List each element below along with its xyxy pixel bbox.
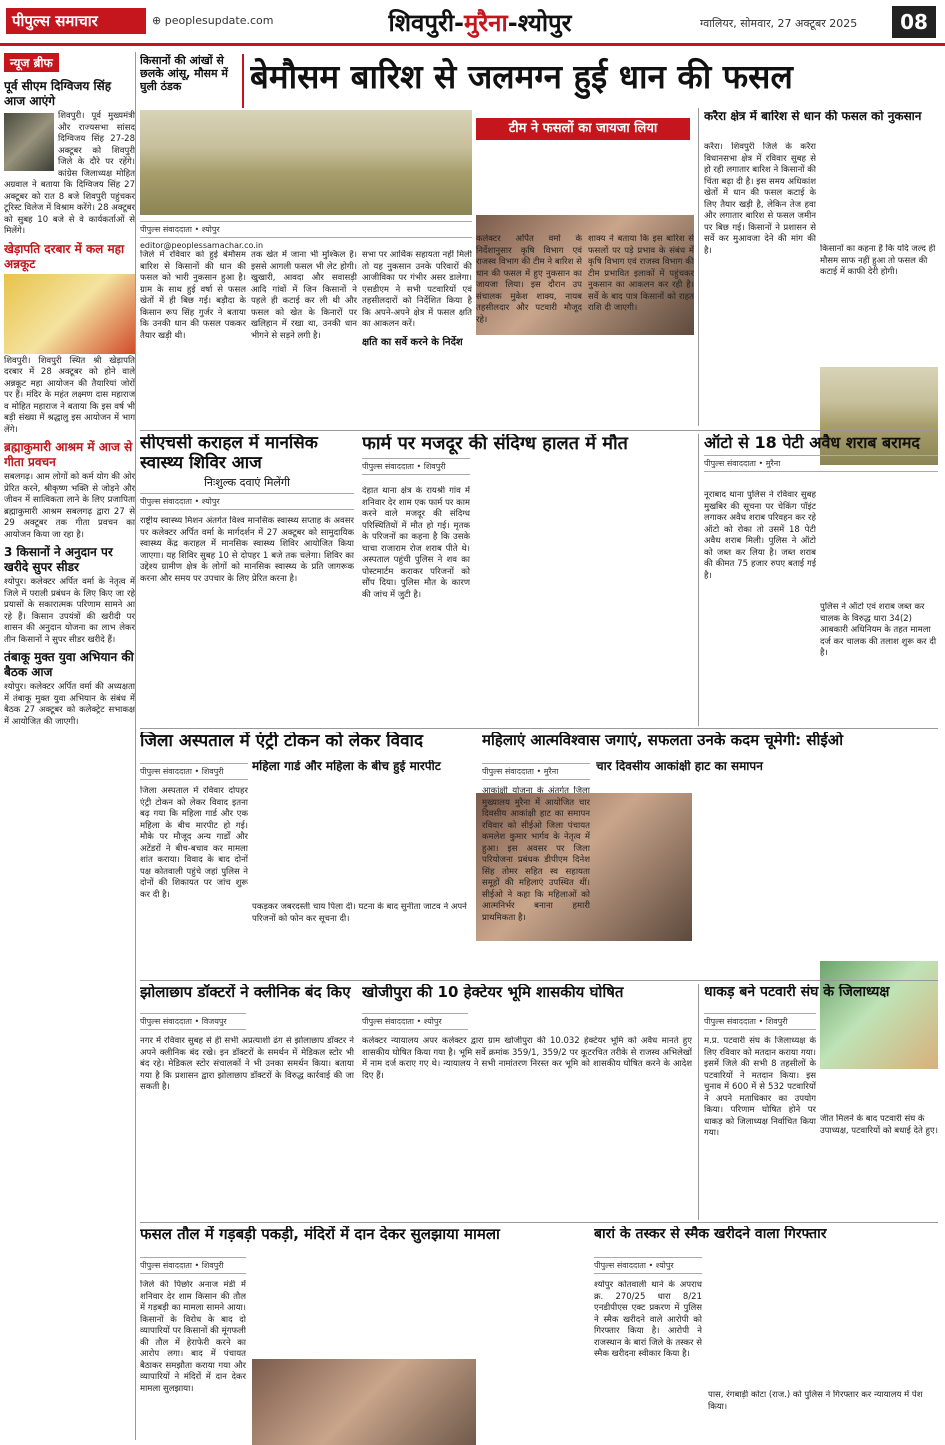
smack-caption: पास, रंगबाड़ी कोटा (राज.) को पुलिस ने गिरफ्तार कर न्यायालय में पेश किया। — [708, 1390, 923, 1412]
khojipura-byline-block — [362, 1010, 468, 1033]
event-poster — [4, 274, 135, 354]
patwari-caption: जीत मिलने के बाद पटवारी संघ के उपाध्यक्ष, पटवारियों को बधाई देते हुए। — [820, 1114, 938, 1136]
women-headline[interactable]: महिलाएं आत्मविश्वास जगाएं, सफलता उनके कदम चूमेगी: सीईओ — [482, 732, 844, 749]
lead-body-2: तक खेत में जाना भी मुश्किल है। इससे आगली फसल भी लेट होगी। खुखारी, आवदा और सवासड़ी आदि गांवों में जिन किसानों ने पहले ही कटाई कर ली थी और फसल को खेत के किनारों पर खलिहान में रखा था, उनकी धान भीगने से सड़ने लगी है। — [251, 250, 357, 341]
quack-byline: पीपुल्स संवाददाता • विजयपुर — [140, 1013, 246, 1030]
column-divider — [698, 984, 699, 1220]
edition-title — [330, 6, 630, 39]
women-subheadline: चार दिवसीय आकांक्षी हाट का समापन — [596, 760, 763, 773]
hospital-byline-block — [140, 760, 248, 783]
hospital-headline[interactable]: जिला अस्पताल में एंट्री टोकन को लेकर विवाद — [140, 732, 423, 751]
photo-tag: टीम ने फसलों का जायजा लिया — [476, 118, 690, 140]
patwari-headline[interactable]: धाकड़ बने पटवारी संघ के जिलाध्यक्ष — [704, 984, 890, 1000]
smack-byline: पीपुल्स संवाददाता • श्योपुर — [594, 1257, 702, 1274]
newspaper-brand: पीपुल्स समाचार — [6, 8, 146, 34]
edition-c: -श्योपुर — [507, 9, 572, 37]
farm-head-block — [362, 434, 692, 494]
quack-headline[interactable]: झोलाछाप डॉक्टरों ने क्लीनिक बंद किए — [140, 984, 351, 1001]
karera-body: करैरा। शिवपुरी जिले के करैरा विधानसभा क्षेत्र में रविवार सुबह से हो रही लगातार बारिश ने किसानों की चिंता बढ़ा दी है। इस समय अधिकांश खेतों में धान की फसल कटाई के लिए तैयार खड़ी है, लेकिन तेज हवा और लगातार बारिश से फसल जमीन पर बिछ गई। किसानों ने प्रशासन से सर्वे कर मुआवजा देने की मांग की है। — [704, 142, 816, 256]
row-divider — [140, 1222, 938, 1223]
khojipura-headline[interactable]: खोजीपुरा की 10 हेक्टेयर भूमि शासकीय घोषित — [362, 984, 624, 1001]
brief-body: श्योपुर। कलेक्टर अर्पित वर्मा की अध्यक्षता में तंबाकू मुक्त युवा अभियान के संबंध में बैठक 27 अक्टूबर को कलेक्ट्रेट सभाकक्ष में आयोजित की जाएगी। — [4, 682, 135, 727]
hospital-body: जिला अस्पताल में रविवार दोपहर एंट्री टोकन को लेकर विवाद इतना बढ़ गया कि महिला गार्ड और एक महिला के बीच मारपीट हो गई। मौके पर मौजूद अन्य गार्डों और अटेंडरों ने बीच-बचाव कर मामला शांत कराया। विवाद के बाद दोनों पक्ष कोतवाली पहुंचे जहां पुलिस ने दोनों की शिकायत पर जांच शुरू कर दी है। — [140, 786, 248, 900]
brief-body: श्योपुर। कलेक्टर अर्पित वर्मा के नेतृत्व में जिले में पराली प्रबंधन के लिए किए जा रहे प्रयासों के सकारात्मक परिणाम सामने आ रहे हैं। किसान उपयंत्रों की खरीदी पर शासन की अनुदान योजना का लाभ लेकर तीन किसानों ने सुपर सीडर खरीदे हैं। — [4, 577, 135, 645]
hospital-subheadline: महिला गार्ड और महिला के बीच हुई मारपीट — [252, 760, 441, 773]
quack-byline-block — [140, 1010, 246, 1033]
khojipura-body: कलेक्टर न्यायालय अपर कलेक्टर द्वारा ग्राम खोजीपुरा की 10.032 हेक्टेयर भूमि को अवैध मानते हुए शासकीय घोषित किया गया है। भूमि सर्वे क्रमांक 359/1, 359/2 पर कूटरचित तरीके से राजस्व अभिलेखों में नाम दर्ज कराए गए थे। न्यायालय ने सभी नामांतरण निरस्त कर भूमि को शासकीय घोषित करने के आदेश दिए हैं। — [362, 1036, 692, 1081]
brief-headline[interactable]: ब्रह्माकुमारी आश्रम में आज से गीता प्रवचन — [4, 440, 133, 469]
liquor-byline: पीपुल्स संवाददाता • मुरैना — [704, 455, 938, 472]
edition-b: मुरैना — [464, 9, 508, 37]
patwari-byline-block — [704, 1010, 816, 1033]
chc-byline: पीपुल्स संवाददाता • श्योपुर — [140, 493, 354, 510]
column-divider — [698, 108, 699, 426]
lead-headline[interactable]: बेमौसम बारिश से जलमग्न हुई धान की फसल — [250, 57, 793, 96]
lead-body-1: जिले में रविवार को हुई बेमौसम बारिश से किसानों की धान की फसल को भारी नुकसान हुआ है। ग्राम के साथ हुई वर्षा से फसल खेतों में ही बिछ गई। बड़ौदा के किसान रूप सिंह गुर्जर ने बताया कि उनकी धान की फसल पककर तैयार खड़ी थी। — [140, 250, 246, 341]
brief-body: सबलगढ़। आम लोगों को कर्म योग की ओर प्रेरित करने, श्रीकृष्ण भक्ति से जोड़ने और जीवन में सात्विकता लाने के लिए प्रजापिता ब्रह्माकुमारी आश्रम सबलगढ़ द्वारा 27 से 29 अक्टूबर तक गीता प्रवचन का आयोजन किया जा रहा है। — [4, 472, 135, 540]
website-url[interactable] — [152, 14, 273, 27]
farm-byline: पीपुल्स संवाददाता • शिवपुरी — [362, 458, 470, 475]
women-byline: पीपुल्स संवाददाता • मुरैना — [482, 763, 590, 780]
row-divider — [140, 728, 938, 729]
lead-byline-block — [140, 218, 472, 251]
women-body: आकांक्षी योजना के अंतर्गत जिला मुख्यालय मुरैना में आयोजित चार दिवसीय आकांक्षी हाट का समापन रविवार को सीईओ जिला पंचायत कमलेश कुमार भार्गव के नेतृत्व में हुआ। इस अवसर पर जिला परियोजना प्रबंधक डीपीएम दिनेश सिंह तोमर सहित स्व सहायता समूहों की महिलाएं उपस्थित थीं। सीईओ ने कहा कि महिलाओं को आत्मनिर्भर बनाना हमारी प्राथमिकता है। — [482, 786, 590, 923]
grain-byline-block — [140, 1254, 246, 1277]
edition-a: शिवपुरी- — [388, 9, 465, 37]
brief-body: शिवपुरी। शिवपुरी स्थित श्री खेड़ापति दरबार में 28 अक्टूबर को होने वाले अन्नकूट महा आयोजन की तैयारियां जोरों पर हैं। मंदिर के महंत लक्ष्मण दास महाराज व मोहित महाराज ने बताया कि इस वर्ष भी बड़ी संख्या में श्रद्धालु इस आयोजन में भाग लेंगे। — [4, 355, 135, 435]
brief-headline[interactable]: खेड़ापति दरबार में कल महा अन्नकूट — [4, 241, 125, 271]
chc-head-block — [140, 434, 354, 514]
hospital-byline: पीपुल्स संवाददाता • शिवपुरी — [140, 763, 248, 780]
liquor-headline[interactable]: ऑटो से 18 पेटी अवैध शराब बरामद — [704, 434, 920, 452]
news-brief-column — [4, 52, 136, 1440]
lead-email[interactable]: editor@peoplessamachar.co.in — [140, 241, 264, 250]
issue-date: ग्वालियर, सोमवार, 27 अक्टूबर 2025 — [700, 17, 858, 30]
smack-headline[interactable]: बारां के तस्कर से स्मैक खरीदने वाला गिरफ्तार — [594, 1226, 827, 1242]
grain-body: जिले की पिछोर अनाज मंडी में शनिवार देर शाम किसान की तौल में गड़बड़ी का मामला सामने आया। किसानों के विरोध के बाद दो व्यापारियों पर किसानों की मूंगफली की तौल में हेराफेरी करने का आरोप लगा। बाद में पंचायत बैठाकर समझौता कराया गया और व्यापारियों ने मंदिरों में दान देकर मामला सुलझाया। — [140, 1280, 246, 1394]
hospital-photo — [252, 1359, 476, 1445]
brief-headline[interactable]: 3 किसानों ने अनुदान पर खरीदे सुपर सीडर — [4, 545, 113, 574]
women-byline-block — [482, 760, 590, 783]
patwari-byline: पीपुल्स संवाददाता • शिवपुरी — [704, 1013, 816, 1030]
quack-body: नगर में रविवार सुबह से ही सभी अप्रत्याशी ढंग से झोलाछाप डॉक्टर ने अपने क्लीनिक बंद रखे। इन डॉक्टरों के समर्थन में मेडिकल स्टोर भी बंद रहे। मेडिकल स्टोर संचालकों ने भी उनका समर्थन किया। बताया गया है कि प्रशासन द्वारा झोलाछाप डॉक्टरों के विरुद्ध कार्रवाई की जा सकती है। — [140, 1036, 354, 1092]
chc-subheadline: निःशुल्क दवाएं मिलेंगी — [204, 476, 290, 490]
liquor-body: नूराबाद थाना पुलिस ने रविवार सुबह मुखबिर की सूचना पर चेकिंग पॉइंट लगाकर अवैध शराब परिवहन कर रहे ऑटो को रोका तो उसमें 18 पेटी अवैध शराब मिली। पुलिस ने ऑटो को जब्त कर लिया है। जब्त शराब की कीमत 75 हजार रुपए बताई गई है। — [704, 490, 816, 581]
farm-headline[interactable]: फार्म पर मजदूर की संदिग्ध हालत में मौत — [362, 434, 628, 454]
lead-byline — [140, 221, 472, 238]
lead-body-5: शाक्य ने बताया कि इस बारिश से फसलों पर पड़े प्रभाव के संबंध में कृषि विभाग एवं राजस्व विभाग की टीम प्रभावित इलाकों में पहुंचकर नुकसान का आकलन कर रही है। सर्वे के बाद पात्र किसानों को राहत राशि दी जाएगी। — [588, 234, 694, 313]
seized-auto-photo — [820, 961, 938, 1069]
smack-byline-block — [594, 1254, 702, 1277]
grain-byline: पीपुल्स संवाददाता • शिवपुरी — [140, 1257, 246, 1274]
liquor-caption: पुलिस ने ऑटो एवं शराब जब्त कर चालक के विरुद्ध धारा 34(2) आबकारी अधिनियम के तहत मामला दर्ज कर चालक की तलाश शुरू कर दी है। — [820, 602, 937, 658]
farm-body: देहात थाना क्षेत्र के रायश्री गांव में शनिवार देर शाम एक फार्म पर काम करने वाले मजदूर की संदिग्ध परिस्थितियों में मौत हो गई। मृतक के परिजनों का कहना है कि उसके चाचा राजाराम रोज शराब पीते थे। अस्पताल पहुंची पुलिस ने शव का पोस्टमार्टम कराकर परिजनों को सौंप दिया। पुलिस मौत के कारण की जांच में जुटी है। — [362, 486, 470, 600]
page-number: 08 — [892, 6, 936, 38]
brief-body: शिवपुरी। पूर्व मुख्यमंत्री और राज्यसभा सांसद दिग्विजय सिंह 27-28 अक्टूबर को शिवपुरी जिले के दौरे पर रहेंगे। कांग्रेस जिलाध्यक्ष मोहित अग्रवाल ने बताया कि दिग्विजय सिंह 27 अक्टूबर को रात 8 बजे शिवपुरी पहुंचकर टूरिस्ट विलेज में विश्राम करेंगे। 28 अक्टूबर को सुबह 10 बजे से वे कार्यकर्ताओं से मिलेंगे। — [4, 111, 135, 236]
row-divider — [140, 980, 938, 981]
portrait-photo — [4, 113, 54, 171]
news-brief-tag: न्यूज ब्रीफ — [4, 53, 59, 72]
byline-text: पीपुल्स संवाददाता • श्योपुर — [140, 225, 220, 234]
hospital-caption: पकड़कर जबरदस्ती चाय पिला दी। घटना के बाद सुनीता जाटव ने अपने परिजनों को फोन कर सूचना दी। — [252, 902, 467, 924]
grain-headline[interactable]: फसल तौल में गड़बड़ी पकड़ी, मंदिरों में दान देकर सुलझाया मामला — [140, 1226, 500, 1243]
lead-col-3 — [362, 250, 472, 432]
chc-headline[interactable]: सीएचसी कराहल में मानसिक स्वास्थ्य शिविर आज — [140, 434, 318, 473]
masthead — [0, 0, 945, 46]
karera-headline[interactable]: करैरा क्षेत्र में बारिश से धान की फसल को नुकसान — [704, 110, 922, 123]
column-divider — [698, 434, 699, 726]
patwari-body: म.प्र. पटवारी संघ के जिलाध्यक्ष के लिए रविवार को मतदान कराया गया। इसमें जिले की सभी 8 तहसीलों के पटवारियों ने मतदान किया। इस चुनाव में 600 में से 532 पटवारियों ने अपने मताधिकार का उपयोग किया। परिणाम घोषित होने पर धाकड़ को जिलाध्यक्ष निर्वाचित किया गया। — [704, 1036, 816, 1138]
liquor-head-block — [704, 434, 938, 494]
globe-icon: ⊕ — [152, 14, 165, 27]
row-divider — [140, 430, 938, 431]
lead-body-3: सभा पर आर्थिक सहायता नहीं मिली तो यह नुकसान उनके परिवारों की आजीविका पर गंभीर असर डालेगा। एसडीएम ने सभी पटवारियों एवं तहसीलदारों को निर्देशित किया है कि अपने-अपने क्षेत्र में फसल क्षति का आकलन करें। — [362, 250, 472, 329]
smack-body: श्योपुर कोतवाली थाने के अपराध क्र. 270/25 धारा 8/21 एनडीपीएस एक्ट प्रकरण में पुलिस ने स्मैक खरीदने वाले आरोपी को गिरफ्तार किया है। आरोपी ने राजस्थान के बारां जिले के तस्कर से स्मैक खरीदना स्वीकार किया है। — [594, 1280, 702, 1359]
lead-body-4: कलेक्टर अर्पित वर्मा के निर्देशानुसार कृषि विभाग एवं राजस्व विभाग की टीम ने बारिश से धान की फसल में हुए नुकसान का जायजा लिया। इस दौरान उप संचालक मुकेश शाक्य, नायब तहसीलदार और पटवारी मौजूद रहे। — [476, 234, 582, 325]
brief-headline[interactable]: तंबाकू मुक्त युवा अभियान की बैठक आज — [4, 650, 134, 679]
khojipura-byline: पीपुल्स संवाददाता • श्योपुर — [362, 1013, 468, 1030]
lead-kicker: किसानों की आंखों से छलके आंसू, मौसम में घुली ठंडक — [140, 54, 244, 108]
chc-body: राष्ट्रीय स्वास्थ्य मिशन अंतर्गत विश्व मानसिक स्वास्थ्य सप्ताह के अवसर पर कलेक्टर अर्पित वर्मा के मार्गदर्शन में 27 अक्टूबर को सामुदायिक स्वास्थ्य केंद्र कराहल में मानसिक स्वास्थ्य शिविर आयोजित किया जाएगा। यह शिविर सुबह 10 से दोपहर 1 बजे तक चलेगा। शिविर का उद्देश्य ग्रामीण क्षेत्र के लोगों को मानसिक स्वास्थ्य के प्रति जागरूक करना और समय पर उपचार के लिए प्रेरित करना है। — [140, 516, 354, 584]
url-text: peoplesupdate.com — [164, 14, 274, 27]
brief-headline[interactable]: पूर्व सीएम दिग्विजय सिंह आज आएंगे — [4, 79, 112, 108]
flooded-field-photo — [140, 110, 472, 215]
lead-subhead: क्षति का सर्वे करने के निर्देश — [362, 336, 463, 348]
karera-caption: किसानों का कहना है कि यदि जल्द ही मौसम साफ नहीं हुआ तो फसल की कटाई में काफी देरी होगी। — [820, 244, 936, 277]
